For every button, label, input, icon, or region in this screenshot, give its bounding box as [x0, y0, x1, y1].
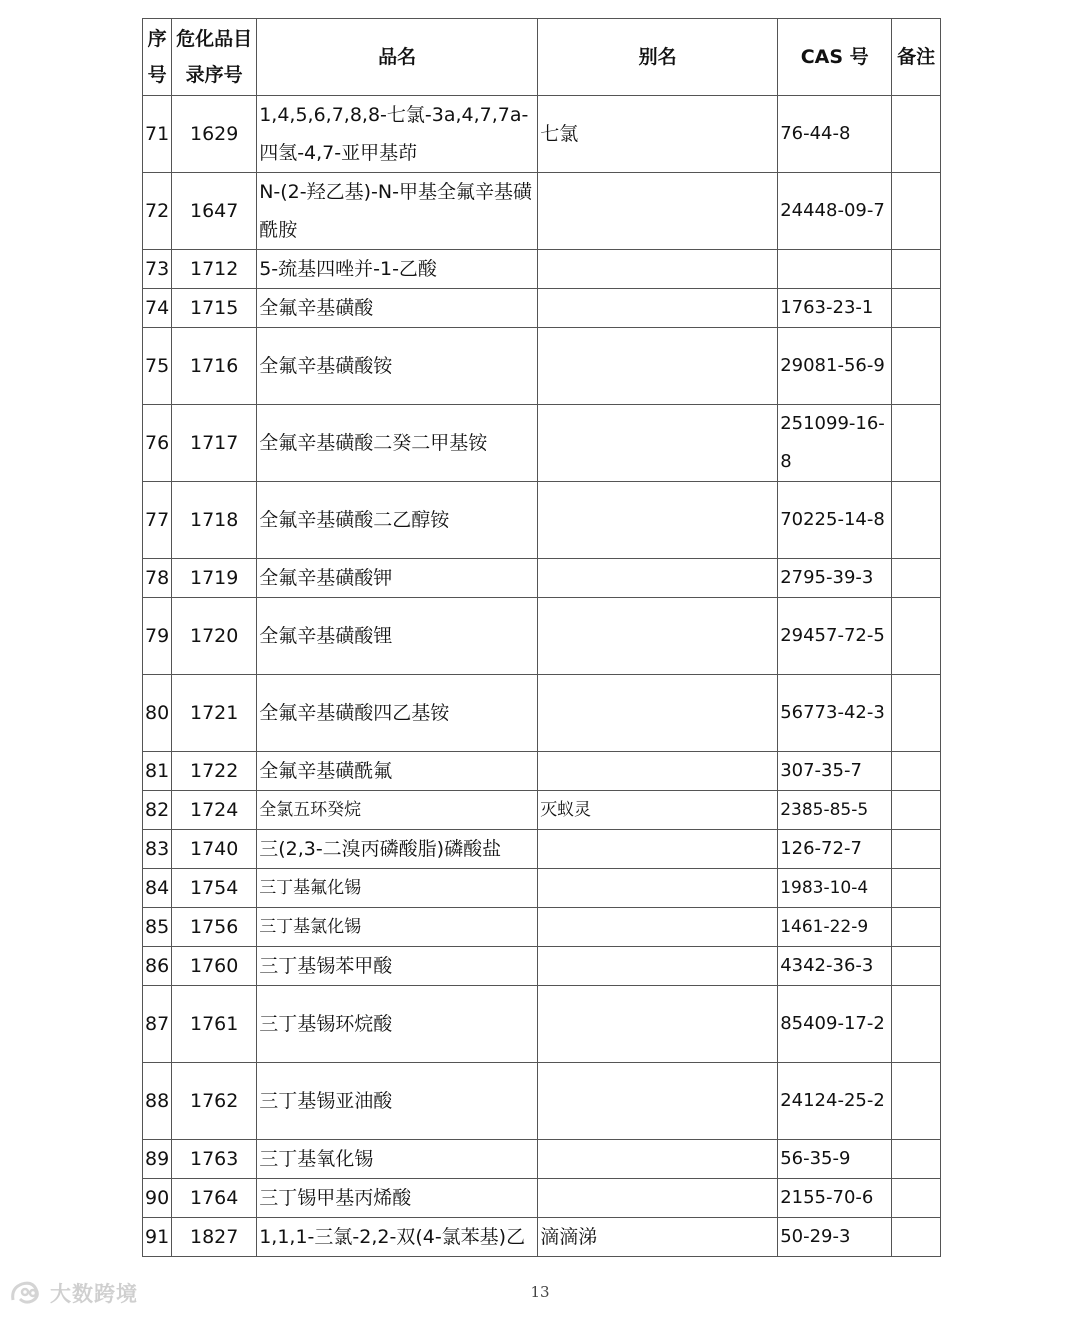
name-cell: 三丁基氟化锡 [257, 869, 538, 908]
alias-cell [538, 405, 778, 482]
note-cell [892, 405, 941, 482]
table-row [143, 405, 941, 482]
note-cell [892, 908, 941, 947]
alias-cell: 灭蚁灵 [538, 791, 778, 830]
alias-cell [538, 289, 778, 328]
catalog-no-cell: 1740 [172, 830, 257, 869]
alias-cell [538, 559, 778, 598]
alias-cell [538, 598, 778, 675]
header-alias: 别名 [538, 19, 778, 96]
cas-cell: 29457-72-5 [778, 598, 892, 675]
alias-cell [538, 250, 778, 289]
alias-cell [538, 947, 778, 986]
name-cell: 1,1,1-三氯-2,2-双(4-氯苯基)乙 [257, 1218, 538, 1257]
cas-cell: 85409-17-2 [778, 986, 892, 1063]
cas-cell: 1461-22-9 [778, 908, 892, 947]
note-cell [892, 598, 941, 675]
alias-cell [538, 830, 778, 869]
name-cell: 全氯五环癸烷 [257, 791, 538, 830]
note-cell [892, 482, 941, 559]
note-cell [892, 1063, 941, 1140]
cas-cell: 1763-23-1 [778, 289, 892, 328]
cas-cell: 2385-85-5 [778, 791, 892, 830]
catalog-no-cell: 1756 [172, 908, 257, 947]
cas-cell: 24124-25-2 [778, 1063, 892, 1140]
catalog-no-cell: 1720 [172, 598, 257, 675]
watermark-logo-icon [10, 1280, 44, 1306]
catalog-no-cell: 1827 [172, 1218, 257, 1257]
table-body [143, 96, 941, 1257]
cas-cell: 56-35-9 [778, 1140, 892, 1179]
seq-cell: 83 [143, 830, 172, 869]
seq-cell: 76 [143, 405, 172, 482]
note-cell [892, 830, 941, 869]
name-cell: 全氟辛基磺酸锂 [257, 598, 538, 675]
seq-cell: 78 [143, 559, 172, 598]
catalog-no-cell: 1712 [172, 250, 257, 289]
cas-cell: 1983-10-4 [778, 869, 892, 908]
seq-cell: 91 [143, 1218, 172, 1257]
name-cell: 三丁基氧化锡 [257, 1140, 538, 1179]
name-cell: 全氟辛基磺酸铵 [257, 328, 538, 405]
alias-cell [538, 986, 778, 1063]
page-number: 13 [530, 1283, 550, 1301]
alias-cell [538, 173, 778, 250]
catalog-no-cell: 1762 [172, 1063, 257, 1140]
watermark-text: 大数跨境 [50, 1282, 138, 1306]
catalog-no-cell: 1721 [172, 675, 257, 752]
seq-cell: 88 [143, 1063, 172, 1140]
seq-cell: 73 [143, 250, 172, 289]
seq-cell: 71 [143, 96, 172, 173]
seq-cell: 80 [143, 675, 172, 752]
header-seq: 序号 [143, 19, 172, 96]
alias-cell [538, 482, 778, 559]
seq-cell: 86 [143, 947, 172, 986]
alias-cell [538, 328, 778, 405]
table-row [143, 559, 941, 598]
name-cell: 三丁基氯化锡 [257, 908, 538, 947]
table-row [143, 1063, 941, 1140]
seq-cell: 89 [143, 1140, 172, 1179]
note-cell [892, 328, 941, 405]
table-row [143, 986, 941, 1063]
catalog-no-cell: 1719 [172, 559, 257, 598]
note-cell [892, 173, 941, 250]
table-row [143, 830, 941, 869]
cas-cell: 50-29-3 [778, 1218, 892, 1257]
table-row [143, 908, 941, 947]
header-name: 品名 [257, 19, 538, 96]
cas-cell: 251099-16-8 [778, 405, 892, 482]
catalog-no-cell: 1763 [172, 1140, 257, 1179]
catalog-no-cell: 1722 [172, 752, 257, 791]
cas-cell: 29081-56-9 [778, 328, 892, 405]
seq-cell: 75 [143, 328, 172, 405]
header-cas: CAS 号 [778, 19, 892, 96]
table-row [143, 482, 941, 559]
note-cell [892, 752, 941, 791]
note-cell [892, 289, 941, 328]
name-cell: 全氟辛基磺酸钾 [257, 559, 538, 598]
table-row [143, 1140, 941, 1179]
table-row [143, 328, 941, 405]
catalog-no-cell: 1715 [172, 289, 257, 328]
cas-cell: 2155-70-6 [778, 1179, 892, 1218]
alias-cell [538, 869, 778, 908]
table-row [143, 675, 941, 752]
cas-cell: 307-35-7 [778, 752, 892, 791]
seq-cell: 87 [143, 986, 172, 1063]
cas-cell: 24448-09-7 [778, 173, 892, 250]
table-row [143, 791, 941, 830]
cas-cell: 56773-42-3 [778, 675, 892, 752]
catalog-no-cell: 1717 [172, 405, 257, 482]
cas-cell: 76-44-8 [778, 96, 892, 173]
catalog-no-cell: 1629 [172, 96, 257, 173]
watermark [10, 1278, 138, 1308]
catalog-no-cell: 1760 [172, 947, 257, 986]
header-catalog-no: 危化品目录序号 [172, 19, 257, 96]
catalog-no-cell: 1716 [172, 328, 257, 405]
cas-cell: 4342-36-3 [778, 947, 892, 986]
alias-cell [538, 1140, 778, 1179]
seq-cell: 81 [143, 752, 172, 791]
alias-cell [538, 752, 778, 791]
name-cell: 全氟辛基磺酰氟 [257, 752, 538, 791]
table-header [143, 19, 941, 96]
cas-cell: 2795-39-3 [778, 559, 892, 598]
name-cell: 全氟辛基磺酸二乙醇铵 [257, 482, 538, 559]
catalog-no-cell: 1718 [172, 482, 257, 559]
catalog-no-cell: 1724 [172, 791, 257, 830]
name-cell: 全氟辛基磺酸四乙基铵 [257, 675, 538, 752]
note-cell [892, 1218, 941, 1257]
note-cell [892, 250, 941, 289]
name-cell: 三丁基锡苯甲酸 [257, 947, 538, 986]
catalog-no-cell: 1764 [172, 1179, 257, 1218]
catalog-no-cell: 1754 [172, 869, 257, 908]
table-row [143, 869, 941, 908]
name-cell: 三(2,3-二溴丙磷酸脂)磷酸盐 [257, 830, 538, 869]
cas-cell: 126-72-7 [778, 830, 892, 869]
note-cell [892, 675, 941, 752]
seq-cell: 82 [143, 791, 172, 830]
table-row [143, 598, 941, 675]
table-row [143, 1218, 941, 1257]
name-cell: 全氟辛基磺酸 [257, 289, 538, 328]
note-cell [892, 96, 941, 173]
note-cell [892, 1140, 941, 1179]
alias-cell: 滴滴涕 [538, 1218, 778, 1257]
table-row [143, 96, 941, 173]
name-cell: 1,4,5,6,7,8,8-七氯-3a,4,7,7a-四氢-4,7-亚甲基茚 [257, 96, 538, 173]
name-cell: 三丁锡甲基丙烯酸 [257, 1179, 538, 1218]
table-row [143, 250, 941, 289]
seq-cell: 72 [143, 173, 172, 250]
header-note: 备注 [892, 19, 941, 96]
name-cell: 三丁基锡环烷酸 [257, 986, 538, 1063]
cas-cell: 70225-14-8 [778, 482, 892, 559]
seq-cell: 85 [143, 908, 172, 947]
catalog-no-cell: 1647 [172, 173, 257, 250]
cas-cell [778, 250, 892, 289]
table-row [143, 1179, 941, 1218]
note-cell [892, 947, 941, 986]
table-row [143, 752, 941, 791]
note-cell [892, 869, 941, 908]
seq-cell: 79 [143, 598, 172, 675]
name-cell: 5-巯基四唑并-1-乙酸 [257, 250, 538, 289]
seq-cell: 84 [143, 869, 172, 908]
alias-cell [538, 908, 778, 947]
note-cell [892, 1179, 941, 1218]
note-cell [892, 986, 941, 1063]
name-cell: 三丁基锡亚油酸 [257, 1063, 538, 1140]
table-row [143, 173, 941, 250]
seq-cell: 77 [143, 482, 172, 559]
name-cell: 全氟辛基磺酸二癸二甲基铵 [257, 405, 538, 482]
chemical-table [142, 18, 941, 1257]
alias-cell: 七氯 [538, 96, 778, 173]
note-cell [892, 791, 941, 830]
name-cell: N-(2-羟乙基)-N-甲基全氟辛基磺酰胺 [257, 173, 538, 250]
alias-cell [538, 675, 778, 752]
note-cell [892, 559, 941, 598]
alias-cell [538, 1063, 778, 1140]
seq-cell: 74 [143, 289, 172, 328]
alias-cell [538, 1179, 778, 1218]
seq-cell: 90 [143, 1179, 172, 1218]
table-row [143, 947, 941, 986]
table-row [143, 289, 941, 328]
catalog-no-cell: 1761 [172, 986, 257, 1063]
